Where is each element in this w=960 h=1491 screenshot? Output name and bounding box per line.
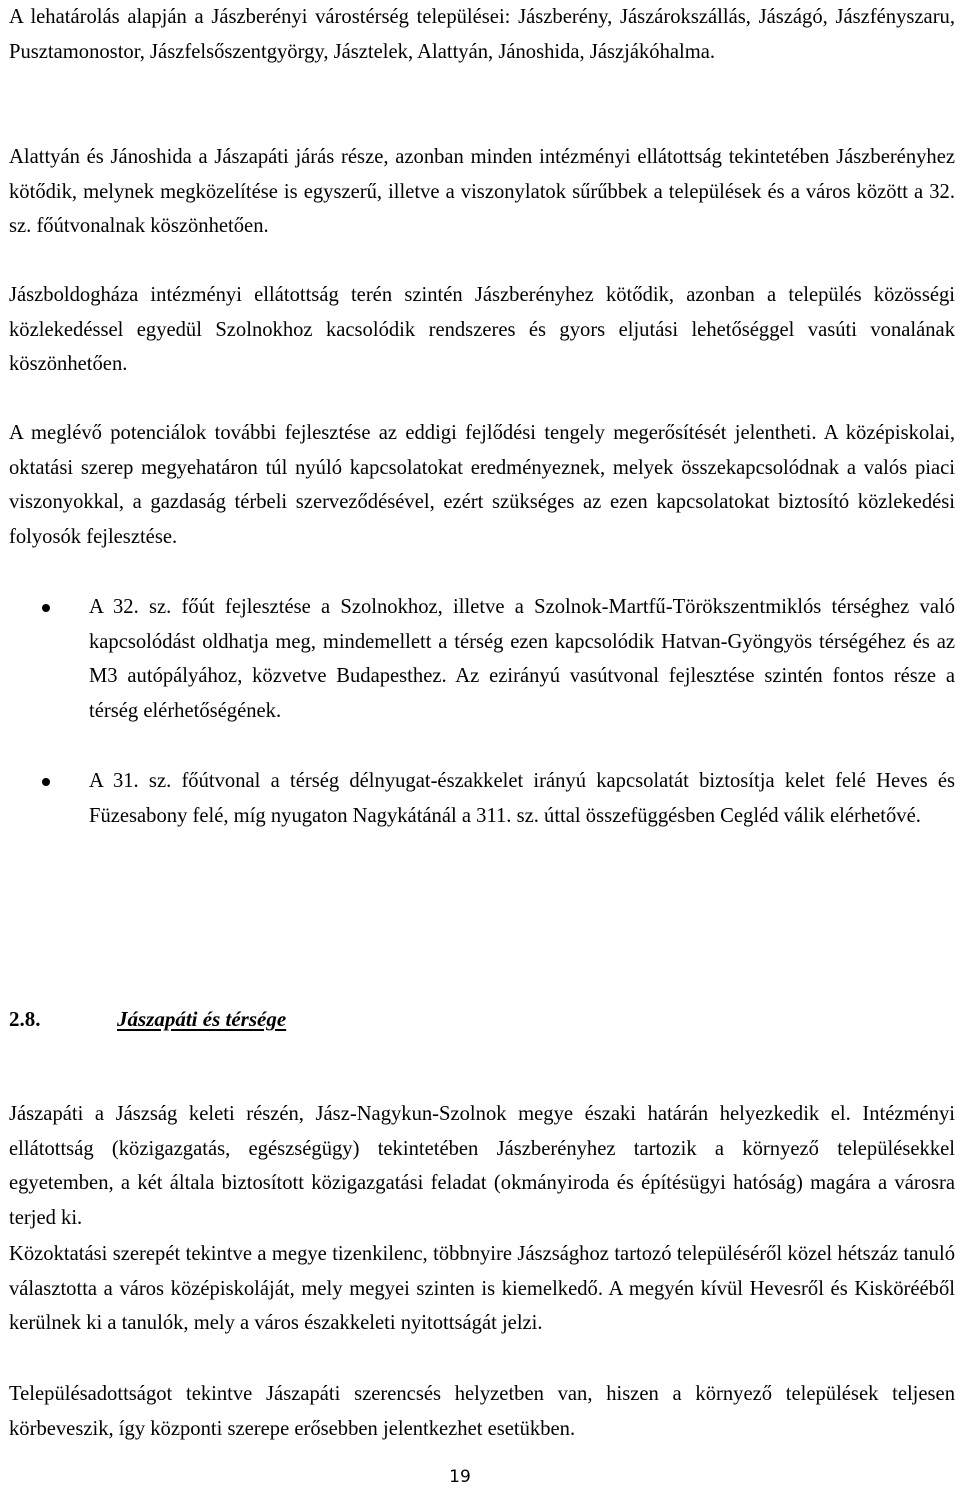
paragraph-jaszboldoghaza: Jászboldogháza intézményi ellátottság terén szintén Jászberényhez kötődik, azonban a település közösségi közlekedéssel egyedül Szolnokhoz kacsolódik rendszeres és gyors eljutási lehetőséggel vasúti vonalának köszönhetően.: [9, 284, 955, 376]
paragraph-jaszapati-education: Közoktatási szerepét tekintve a megye tizenkilenc, többnyire Jászsághoz tartozó településéről közel hétszáz tanuló választotta a város középiskoláját, mely megyei szinten is kiemelkedő. A megyén kívül Hevesről és Kiskörééből kerülnek ki a tanulók, mely a város északkeleti nyitottságát jelzi.: [9, 1243, 955, 1335]
section-number: 2.8.: [9, 1007, 41, 1031]
paragraph-jaszapati-settlement: Településadottságot tekintve Jászapáti szerencsés helyzetben van, hiszen a környező települések teljesen körbeveszik, így központi szerepe erősebben jelentkezhet esetükben.: [9, 1383, 955, 1440]
bullet-icon: [42, 778, 50, 786]
section-title: Jászapáti és térsége: [117, 1007, 287, 1031]
paragraph-potentials: A meglévő potenciálok további fejlesztése az eddigi fejlődési tengely megerősítését jelentheti. A középiskolai, oktatási szerep megyehatáron túl nyúló kapcsolatokat eredményeznek, melyek összekapcsolódnak a valós piaci viszonyokkal, a gazdaság térbeli szerveződésével, ezért szükséges az ezen kapcsolatokat biztosító közlekedési folyosók fejlesztése.: [9, 422, 955, 548]
page-number: 19: [449, 1467, 471, 1487]
bullet-icon: [42, 604, 50, 612]
bullet-item-31: A 31. sz. főútvonal a térség délnyugat-északkelet irányú kapcsolatát biztosítja kelet felé Heves és Füzesabony felé, míg nyugaton Nagykátánál a 311. sz. úttal összefüggésben Cegléd válik elérhetővé.: [89, 770, 955, 827]
paragraph-alattyan-janoshida: Alattyán és Jánoshida a Jászapáti járás része, azonban minden intézményi ellátottság tekintetében Jászberényhez kötődik, melynek megközelítése is egyszerű, illetve a viszonylatok sűrűbbek a települések és a város között a 32. sz. főútvonalnak köszönhetően.: [9, 146, 955, 238]
bullet-item-32: A 32. sz. főút fejlesztése a Szolnokhoz, illetve a Szolnok-Martfű-Törökszentmiklós térséghez való kapcsolódást oldhatja meg, mindemellett a térség ezen kapcsolódik Hatvan-Gyöngyös térségéhez és az M3 autópályához, közvetve Budapesthez. Az ezirányú vasútvonal fejlesztése szintén fontos része a térség elérhetőségének.: [89, 596, 955, 722]
paragraph-settlements: A lehatárolás alapján a Jászberényi várostérség települései: Jászberény, Jászárokszállás, Jászágó, Jászfényszaru, Pusztamonostor, Jászfelsőszentgyörgy, Jásztelek, Alattyán, Jánoshida, Jászjákóhalma.: [9, 6, 955, 63]
paragraph-jaszapati-location: Jászapáti a Jászság keleti részén, Jász-Nagykun-Szolnok megye északi határán helyezkedik el. Intézményi ellátottság (közigazgatás, egészségügy) tekintetében Jászberényhez tartozik a környező településekkel egyetemben, a két általa biztosított közigazgatási feladat (okmányiroda és építésügyi hatóság) magára a városra terjed ki.: [9, 1103, 955, 1229]
